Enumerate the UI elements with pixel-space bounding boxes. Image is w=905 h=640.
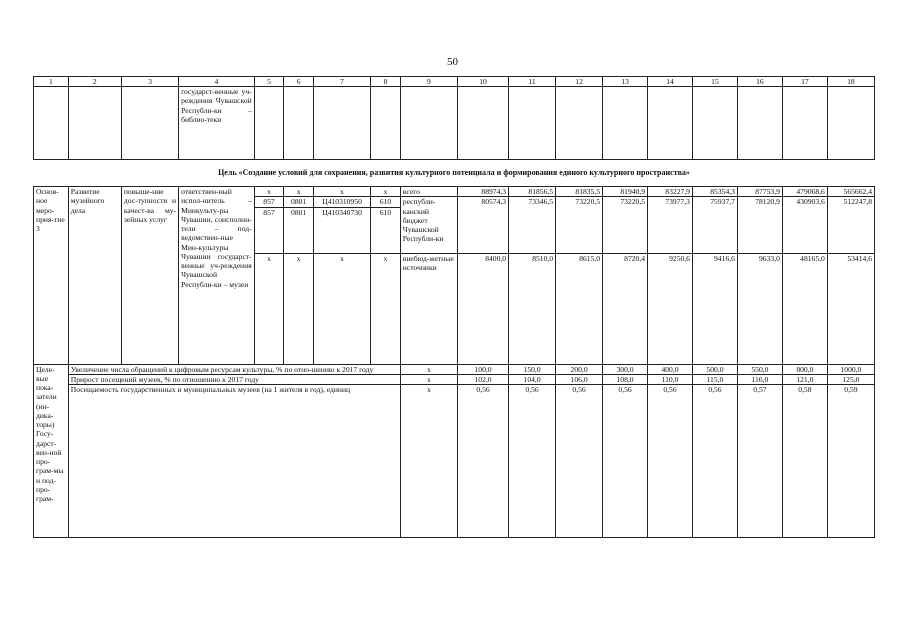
indicator-row bbox=[34, 374, 875, 384]
value-cell: 8400,0 bbox=[458, 253, 509, 364]
value-cell: 0,59 bbox=[827, 385, 874, 538]
value-cell: 0,56 bbox=[458, 385, 509, 538]
value-cell: 0,56 bbox=[692, 385, 737, 538]
value-cell: 102,0 bbox=[458, 374, 509, 384]
table-cell bbox=[737, 87, 782, 160]
table-cell bbox=[509, 87, 556, 160]
value-cell: 80574,3 bbox=[458, 197, 509, 253]
value-cell: 88974,3 bbox=[458, 187, 509, 197]
table-cell bbox=[458, 87, 509, 160]
table-cell bbox=[254, 87, 284, 160]
table-cell bbox=[313, 87, 370, 160]
column-number: 2 bbox=[68, 77, 121, 87]
header-row bbox=[34, 77, 875, 87]
code-cell: 857 bbox=[254, 197, 284, 207]
value-cell: 87753,9 bbox=[737, 187, 782, 197]
value-cell: 48165,0 bbox=[782, 253, 827, 364]
column-number: 16 bbox=[737, 77, 782, 87]
page-number: 50 bbox=[447, 56, 458, 68]
column-number: 5 bbox=[254, 77, 284, 87]
column-number: 9 bbox=[400, 77, 457, 87]
column-number: 12 bbox=[556, 77, 603, 87]
value-cell: 9633,0 bbox=[737, 253, 782, 364]
value-cell: 512247,8 bbox=[827, 197, 874, 253]
value-cell: 115,0 bbox=[692, 374, 737, 384]
code-cell: Ц410340730 bbox=[313, 207, 370, 253]
column-number: 15 bbox=[692, 77, 737, 87]
value-cell: 125,0 bbox=[827, 374, 874, 384]
column-number: 17 bbox=[782, 77, 827, 87]
code-cell: x bbox=[400, 374, 457, 384]
value-cell: 85354,3 bbox=[692, 187, 737, 197]
value-cell: 200,0 bbox=[556, 364, 603, 374]
code-cell: 0801 bbox=[284, 207, 314, 253]
code-cell: x bbox=[284, 187, 314, 197]
table-cell bbox=[603, 87, 648, 160]
value-cell: 81835,5 bbox=[556, 187, 603, 197]
value-cell: 53414,6 bbox=[827, 253, 874, 364]
code-cell: Ц410310950 bbox=[313, 197, 370, 207]
value-cell: 73346,5 bbox=[509, 197, 556, 253]
table-cell bbox=[284, 87, 314, 160]
code-cell: 610 bbox=[371, 197, 401, 207]
value-cell: 0,58 bbox=[782, 385, 827, 538]
value-cell: 500,0 bbox=[692, 364, 737, 374]
value-cell: 0,56 bbox=[509, 385, 556, 538]
value-cell: 479068,6 bbox=[782, 187, 827, 197]
value-cell: 0,56 bbox=[648, 385, 693, 538]
event-label: Основ-ное меро-прия-тие 3 bbox=[34, 187, 69, 365]
column-number: 1 bbox=[34, 77, 69, 87]
value-cell: 73220,5 bbox=[556, 197, 603, 253]
indicator-text: Посещаемость государственных и муниципальных музеев (на 1 жителя в год), единиц bbox=[68, 385, 400, 538]
column-number: 6 bbox=[284, 77, 314, 87]
value-cell: 75937,7 bbox=[692, 197, 737, 253]
code-cell: x bbox=[371, 187, 401, 197]
column-number: 3 bbox=[121, 77, 178, 87]
value-cell: 400,0 bbox=[648, 364, 693, 374]
value-cell: 83227,9 bbox=[648, 187, 693, 197]
indicator-row bbox=[34, 364, 875, 374]
value-cell: 81856,5 bbox=[509, 187, 556, 197]
table-cell bbox=[121, 87, 178, 160]
value-cell: 73220,5 bbox=[603, 197, 648, 253]
code-cell: x bbox=[254, 253, 284, 364]
event-name: Развитие музейного дела bbox=[68, 187, 121, 365]
code-cell: x bbox=[284, 253, 314, 364]
value-cell: 104,0 bbox=[509, 374, 556, 384]
value-cell: 300,0 bbox=[603, 364, 648, 374]
code-cell: 610 bbox=[371, 207, 401, 253]
indicator-text: Прирост посещений музеев, % по отношению к 2017 году bbox=[68, 374, 400, 384]
column-number: 8 bbox=[371, 77, 401, 87]
value-cell: 9416,6 bbox=[692, 253, 737, 364]
table-cell bbox=[648, 87, 693, 160]
value-cell: 8615,0 bbox=[556, 253, 603, 364]
column-number: 10 bbox=[458, 77, 509, 87]
value-cell: 0,56 bbox=[556, 385, 603, 538]
goal-heading: Цель «Создание условий для сохранения, развития культурного потенциала и формирования единого культурного пространства» bbox=[34, 160, 875, 187]
value-cell: 0,56 bbox=[603, 385, 648, 538]
value-cell: 78120,9 bbox=[737, 197, 782, 253]
funding-source: внебюд-жетные источники bbox=[400, 253, 457, 364]
event-row bbox=[34, 187, 875, 197]
value-cell: 8510,0 bbox=[509, 253, 556, 364]
code-cell: x bbox=[254, 187, 284, 197]
value-cell: 110,0 bbox=[648, 374, 693, 384]
continuation-row bbox=[34, 87, 875, 160]
table-cell bbox=[782, 87, 827, 160]
column-number: 18 bbox=[827, 77, 874, 87]
value-cell: 100,0 bbox=[458, 364, 509, 374]
column-number: 4 bbox=[179, 77, 255, 87]
value-cell: 0,57 bbox=[737, 385, 782, 538]
code-cell: 0801 bbox=[284, 197, 314, 207]
table-cell bbox=[371, 87, 401, 160]
column-number: 7 bbox=[313, 77, 370, 87]
value-cell: 108,0 bbox=[603, 374, 648, 384]
event-goal: повыше-ние дос-тупности и качест-ва му-зейных услуг bbox=[121, 187, 178, 365]
value-cell: 150,0 bbox=[509, 364, 556, 374]
event-executor: ответствен-ный испол-нитель – Минкульту-ры Чувашии, соисполни-тели – под-ведомствен-ные Мин-культуры Чувашии государст-венные уч-реждения Чувашской Республи-ки – музеи bbox=[179, 187, 255, 365]
column-number: 14 bbox=[648, 77, 693, 87]
value-cell: 116,0 bbox=[737, 374, 782, 384]
table-cell bbox=[827, 87, 874, 160]
value-cell: 121,0 bbox=[782, 374, 827, 384]
table-cell: государст-венные уч-реждения Чувашской Республи-ки – библио-теки bbox=[179, 87, 255, 160]
code-cell: 857 bbox=[254, 207, 284, 253]
value-cell: 9250,6 bbox=[648, 253, 693, 364]
value-cell: 73977,3 bbox=[648, 197, 693, 253]
table-cell bbox=[692, 87, 737, 160]
table-cell bbox=[556, 87, 603, 160]
indicators-label: Целе-вые пока-затели (ин-дика-торы) Госу-дарст-вен-ной про-грам-мы и под-про-грам- bbox=[34, 364, 69, 538]
funding-source: республи-канский бюджет Чувашской Республи-ки bbox=[400, 197, 457, 253]
value-cell: 8720,4 bbox=[603, 253, 648, 364]
table-cell bbox=[400, 87, 457, 160]
code-cell: x bbox=[371, 253, 401, 364]
indicator-row bbox=[34, 385, 875, 538]
value-cell: 81940,9 bbox=[603, 187, 648, 197]
table-cell bbox=[68, 87, 121, 160]
value-cell: 565662,4 bbox=[827, 187, 874, 197]
code-cell: x bbox=[400, 385, 457, 538]
value-cell: 430903,6 bbox=[782, 197, 827, 253]
value-cell: 1000,0 bbox=[827, 364, 874, 374]
value-cell: 106,0 bbox=[556, 374, 603, 384]
column-number: 13 bbox=[603, 77, 648, 87]
funding-source: всего bbox=[400, 187, 457, 197]
value-cell: 550,0 bbox=[737, 364, 782, 374]
table-cell bbox=[34, 87, 69, 160]
value-cell: 800,0 bbox=[782, 364, 827, 374]
column-number: 11 bbox=[509, 77, 556, 87]
code-cell: x bbox=[400, 364, 457, 374]
code-cell: x bbox=[313, 253, 370, 364]
code-cell: x bbox=[313, 187, 370, 197]
goal-row bbox=[34, 160, 875, 187]
indicator-text: Увеличение числа обращений к цифровым ресурсам культуры, % по отно-шению к 2017 году bbox=[68, 364, 400, 374]
program-table bbox=[33, 76, 875, 538]
